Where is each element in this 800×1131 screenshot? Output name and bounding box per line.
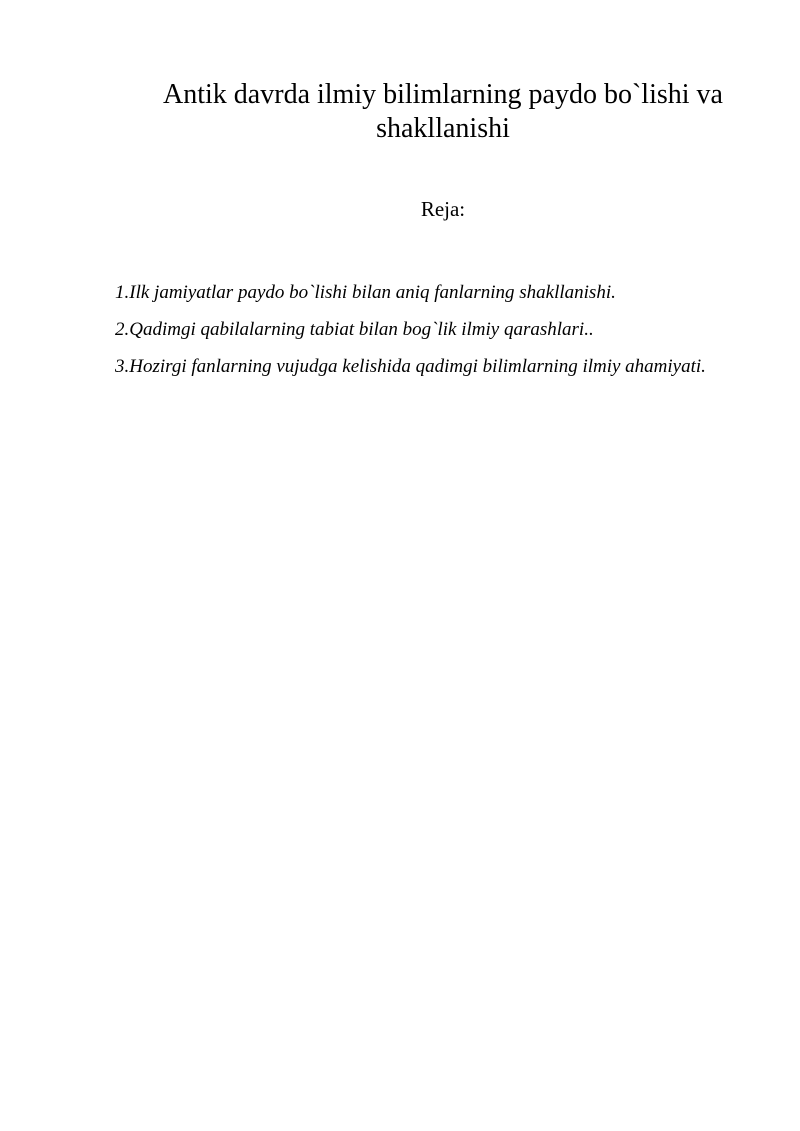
plan-item: 3.Hozirgi fanlarning vujudga kelishida qadimgi bilimlarning ilmiy ahamiyati. — [115, 356, 706, 377]
plan-item: 2.Qadimgi qabilalarning tabiat bilan bog`lik ilmiy qarashlari.. — [115, 319, 594, 340]
document-title: Antik davrda ilmiy bilimlarning paydo bo`lishi va shakllanishi — [163, 79, 723, 144]
plan-list — [115, 274, 742, 385]
plan-item: 1.Ilk jamiyatlar paydo bo`lishi bilan aniq fanlarning shakllanishi. — [115, 282, 616, 303]
plan-heading: Reja: — [420, 197, 466, 221]
